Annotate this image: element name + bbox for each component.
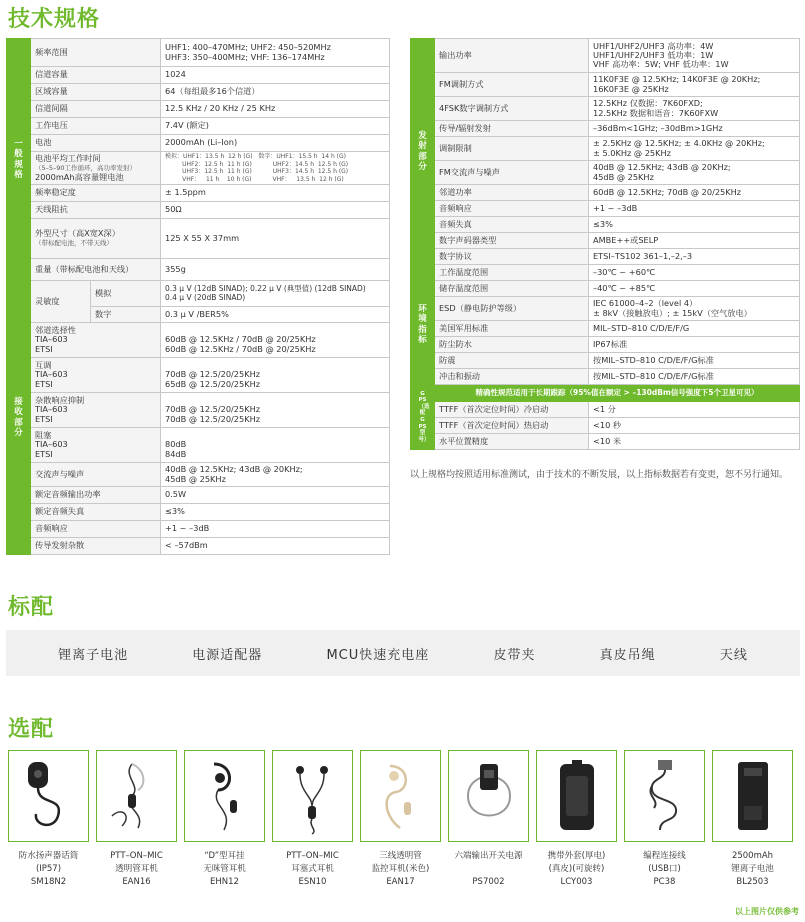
table-row (411, 39, 800, 73)
spec-value: 70dB @ 12.5/20/25KHz 70dB @ 12.5/20/25KHz (161, 393, 390, 428)
spec-label: 信道间隔 (31, 101, 161, 118)
table-row (411, 418, 800, 434)
earbud-icon (272, 750, 353, 842)
spec-label: 防震 (435, 353, 589, 369)
spec-label: 冲击和振动 (435, 369, 589, 385)
spec-value: IP67标准 (589, 337, 800, 353)
left-spec-table (6, 38, 390, 555)
spec-value: 70dB @ 12.5/20/25KHz 65dB @ 12.5/20/25KHz (161, 358, 390, 393)
table-row (7, 118, 390, 135)
spec-label: 美国军用标准 (435, 321, 589, 337)
table-row (411, 337, 800, 353)
spec-label: 频率范围 (31, 39, 161, 67)
gps-accuracy-note: 精确性规范适用于长期跟踪（95%值在额定 > –130dBm信号强度下5个卫星可见） (435, 385, 800, 402)
spec-sublabel: 数字 (91, 307, 161, 323)
table-row (411, 281, 800, 297)
spec-sublabel: 模拟 (91, 281, 161, 307)
spec-label: 调制限制 (435, 137, 589, 161)
spec-label: 传导发射杂散 (31, 538, 161, 555)
spec-label: 音频响应 (31, 521, 161, 538)
spec-value: 12.5 KHz / 20 KHz / 25 KHz (161, 101, 390, 118)
spec-value: 40dB @ 12.5KHz; 43dB @ 20KHz; 45dB @ 25KHz (161, 463, 390, 487)
spec-value: 2000mAh (Li–Ion) (161, 135, 390, 152)
spec-value: 40dB @ 12.5KHz; 43dB @ 20KHz; 45dB @ 25KHz (589, 161, 800, 185)
spec-value: ETSI–TS102 361–1,–2,–3 (589, 249, 800, 265)
optional-accessory-item (624, 750, 705, 888)
optional-accessory-item (272, 750, 353, 888)
spec-value: 50Ω (161, 202, 390, 219)
table-row (7, 202, 390, 219)
standard-accessory-item: 皮带夹 (493, 647, 536, 663)
table-row (7, 487, 390, 504)
disclaimer-note: 以上规格均按照适用标准测试，由于技术的不断发展，以上指标数据若有变更，恕不另行通知。 (410, 470, 789, 480)
spec-label: FM交流声与噪声 (435, 161, 589, 185)
standard-accessory-bar (6, 630, 800, 676)
table-row (411, 353, 800, 369)
spec-value: ≤3% (161, 504, 390, 521)
spec-value: 355g (161, 259, 390, 281)
d-earpiece-icon (184, 750, 265, 842)
spec-value: 60dB @ 12.5KHz / 70dB @ 20/25KHz 60dB @ 12.5KHz / 70dB @ 20/25KHz (161, 323, 390, 358)
optional-accessory-item (96, 750, 177, 888)
table-row (411, 161, 800, 185)
spec-label: 工作温度范围 (435, 265, 589, 281)
spec-label: 传导/辐射发射 (435, 121, 589, 137)
table-row (7, 428, 390, 463)
tube-earpiece-icon (360, 750, 441, 842)
spec-label: 音频失真 (435, 217, 589, 233)
spec-value: 按MIL–STD–810 C/D/E/F/G标准 (589, 369, 800, 385)
spec-value: 1024 (161, 67, 390, 84)
table-row (411, 434, 800, 450)
table-row (411, 185, 800, 201)
spec-label: 额定音频失真 (31, 504, 161, 521)
spec-value: 模拟：UHF1：13.5 h 12 h (G) 数字：UHF1：15.5 h 14 h (G) UHF2：12.5 h 11 h (G) UHF2：14.5 h 12.5 h (G) UHF3：12.5 h 11 h (G) UHF3：14.5 h 12.5 h (G) VHF： 11 h 10 h (G) VHF： 13.5 h 12 h (G) (161, 152, 390, 185)
standard-accessory-item: 天线 (719, 647, 748, 663)
table-row (7, 39, 390, 67)
spec-value: 125 X 55 X 37mm (161, 219, 390, 259)
spec-label: 音频响应 (435, 201, 589, 217)
spec-value: 0.3 μ V /BER5% (161, 307, 390, 323)
spec-value: UHF1: 400–470MHz; UHF2: 450–520MHz UHF3: 350–400MHz; VHF: 136–174MHz (161, 39, 390, 67)
table-row (7, 358, 390, 393)
spec-label: ESD（静电防护等级） (435, 297, 589, 321)
spec-label: 邻道选择性 TIA–603 ETSI (31, 323, 161, 358)
optional-accessory-caption: 三线透明管 监控耳机(米色) EAN17 (371, 851, 430, 887)
spec-section-title: 技术规格 (8, 7, 101, 32)
spec-label: 阻塞 TIA–603 ETSI (31, 428, 161, 463)
category-label: 环境指标 (411, 265, 435, 385)
spec-label: 互调 TIA–603 ETSI (31, 358, 161, 393)
table-row (7, 463, 390, 487)
standard-accessory-item: 真皮吊绳 (599, 647, 656, 663)
optional-accessory-item (712, 750, 793, 888)
spec-label: 水平位置精度 (435, 434, 589, 450)
table-row (7, 84, 390, 101)
table-row (411, 121, 800, 137)
standard-section-title: 标配 (8, 595, 55, 620)
spec-label: 电池平均工作时间 （5–5–90工作循环，高功率发射） 2000mAh高容量锂电池 (31, 152, 161, 185)
optional-accessory-caption: 六端输出开关电源 PS7002 (454, 851, 523, 887)
table-row (411, 97, 800, 121)
optional-accessory-list (8, 750, 800, 888)
category-label: 接收部分 (7, 281, 31, 555)
speaker-mic-icon (8, 750, 89, 842)
table-row (411, 249, 800, 265)
table-row (7, 185, 390, 202)
spec-label: 电池 (31, 135, 161, 152)
table-row (411, 137, 800, 161)
spec-value: UHF1/UHF2/UHF3 高功率：4W UHF1/UHF2/UHF3 低功率：1W VHF 高功率：5W; VHF 低功率：1W (589, 39, 800, 73)
spec-label: 外型尺寸（高X宽X深） （带标配电池，不带天线） (31, 219, 161, 259)
spec-label: 储存温度范围 (435, 281, 589, 297)
spec-label: 输出功率 (435, 39, 589, 73)
spec-label: 灵敏度 (31, 281, 91, 323)
spec-value: 12.5KHz 仅数据：7K60FXD; 12.5KHz 数据和语音：7K60FXW (589, 97, 800, 121)
battery-icon (712, 750, 793, 842)
spec-label: 工作电压 (31, 118, 161, 135)
spec-label: 频率稳定度 (31, 185, 161, 202)
optional-accessory-item (184, 750, 265, 888)
standard-accessory-item: MCU快速充电座 (326, 647, 430, 663)
earpiece-icon (96, 750, 177, 842)
table-row (7, 219, 390, 259)
spec-value: ≤3% (589, 217, 800, 233)
spec-label: 防尘防水 (435, 337, 589, 353)
table-row (7, 281, 390, 307)
spec-label: TTFF（首次定位时间）热启动 (435, 418, 589, 434)
spec-value: ± 1.5ppm (161, 185, 390, 202)
spec-label: 重量（带标配电池和天线） (31, 259, 161, 281)
table-row (7, 504, 390, 521)
spec-value: 0.3 μ V (12dB SINAD); 0.22 μ V (典型值) (12dB SINAD) 0.4 μ V (20dB SINAD) (161, 281, 390, 307)
table-row (411, 402, 800, 418)
table-row (7, 101, 390, 118)
spec-value: 64（每组最多16个信道） (161, 84, 390, 101)
spec-label: 数字协议 (435, 249, 589, 265)
spec-value: –36dBm<1GHz; –30dBm>1GHz (589, 121, 800, 137)
spec-label: 信道容量 (31, 67, 161, 84)
category-label: 发射部分 (411, 39, 435, 265)
spec-label: 额定音频输出功率 (31, 487, 161, 504)
table-row (7, 521, 390, 538)
spec-value: < –57dBm (161, 538, 390, 555)
table-row (411, 73, 800, 97)
table-row (7, 152, 390, 185)
spec-value: –30℃ ~ +60℃ (589, 265, 800, 281)
table-row (7, 135, 390, 152)
table-row (7, 67, 390, 84)
table-row (7, 393, 390, 428)
spec-label: TTFF（首次定位时间）冷启动 (435, 402, 589, 418)
spec-value: 60dB @ 12.5KHz; 70dB @ 20/25KHz (589, 185, 800, 201)
category-label: 一般规格 (7, 39, 31, 281)
optional-accessory-caption: 防水扬声器话筒 (IP57) SM18N2 (18, 851, 79, 887)
spec-value: 0.5W (161, 487, 390, 504)
table-row (411, 265, 800, 281)
standard-accessory-item: 电源适配器 (192, 647, 263, 663)
optional-accessory-caption: 携带外套(厚电) (真皮)(可旋转) LCY003 (547, 851, 606, 887)
spec-value: +1 ~ –3dB (161, 521, 390, 538)
spec-label: 杂散响应抑制 TIA–603 ETSI (31, 393, 161, 428)
table-row (7, 323, 390, 358)
leather-case-icon (536, 750, 617, 842)
table-row (7, 259, 390, 281)
spec-value: –40℃ ~ +85℃ (589, 281, 800, 297)
optional-accessory-item (8, 750, 89, 888)
optional-accessory-caption: 编程连接线 (USB口) PC38 (643, 851, 686, 887)
spec-value: IEC 61000–4–2（level 4） ± 8kV（接触放电）; ± 15kV（空气放电） (589, 297, 800, 321)
table-row (411, 233, 800, 249)
gps-note-row (411, 385, 800, 402)
optional-accessory-caption: 2500mAh 锂离子电池 BL2503 (731, 851, 774, 887)
spec-value: 80dB 84dB (161, 428, 390, 463)
table-row (7, 538, 390, 555)
optional-section-title: 选配 (8, 717, 55, 742)
ptt-switch-icon (448, 750, 529, 842)
spec-value: +1 ~ –3dB (589, 201, 800, 217)
optional-accessory-caption: “D”型耳挂 无咪管耳机 EHN12 (203, 851, 246, 887)
spec-value: ± 2.5KHz @ 12.5KHz; ± 4.0KHz @ 20KHz; ± 5.0KHz @ 25KHz (589, 137, 800, 161)
table-row (411, 201, 800, 217)
table-row (411, 321, 800, 337)
spec-label: 邻道功率 (435, 185, 589, 201)
optional-accessory-item (536, 750, 617, 888)
optional-accessory-caption: PTT–ON–MIC 透明管耳机 EAN16 (110, 851, 163, 887)
spec-label: 天线阻抗 (31, 202, 161, 219)
optional-accessory-item (448, 750, 529, 888)
spec-value: 7.4V (额定) (161, 118, 390, 135)
spec-label: 区域容量 (31, 84, 161, 101)
image-footnote: 以上图片仅供参考 (735, 907, 799, 916)
spec-value: AMBE++或SELP (589, 233, 800, 249)
spec-value: <1 分 (589, 402, 800, 418)
optional-accessory-item (360, 750, 441, 888)
spec-value: <10 秒 (589, 418, 800, 434)
spec-label: 交流声与噪声 (31, 463, 161, 487)
table-row (411, 217, 800, 233)
spec-label: FM调制方式 (435, 73, 589, 97)
optional-accessory-caption: PTT–ON–MIC 耳塞式耳机 ESN10 (286, 851, 339, 887)
spec-label: 数字声码器类型 (435, 233, 589, 249)
spec-value: MIL–STD–810 C/D/E/F/G (589, 321, 800, 337)
spec-value: 按MIL–STD–810 C/D/E/F/G标准 (589, 353, 800, 369)
category-label: GPS（选配GPS型号） (411, 385, 435, 450)
table-row (411, 369, 800, 385)
spec-value: 11K0F3E @ 12.5KHz; 14K0F3E @ 20KHz; 16K0F3E @ 25KHz (589, 73, 800, 97)
usb-cable-icon (624, 750, 705, 842)
table-row (411, 297, 800, 321)
spec-value: <10 米 (589, 434, 800, 450)
standard-accessory-item: 锂离子电池 (58, 647, 129, 663)
right-spec-table (410, 38, 800, 450)
spec-label: 4FSK数字调制方式 (435, 97, 589, 121)
